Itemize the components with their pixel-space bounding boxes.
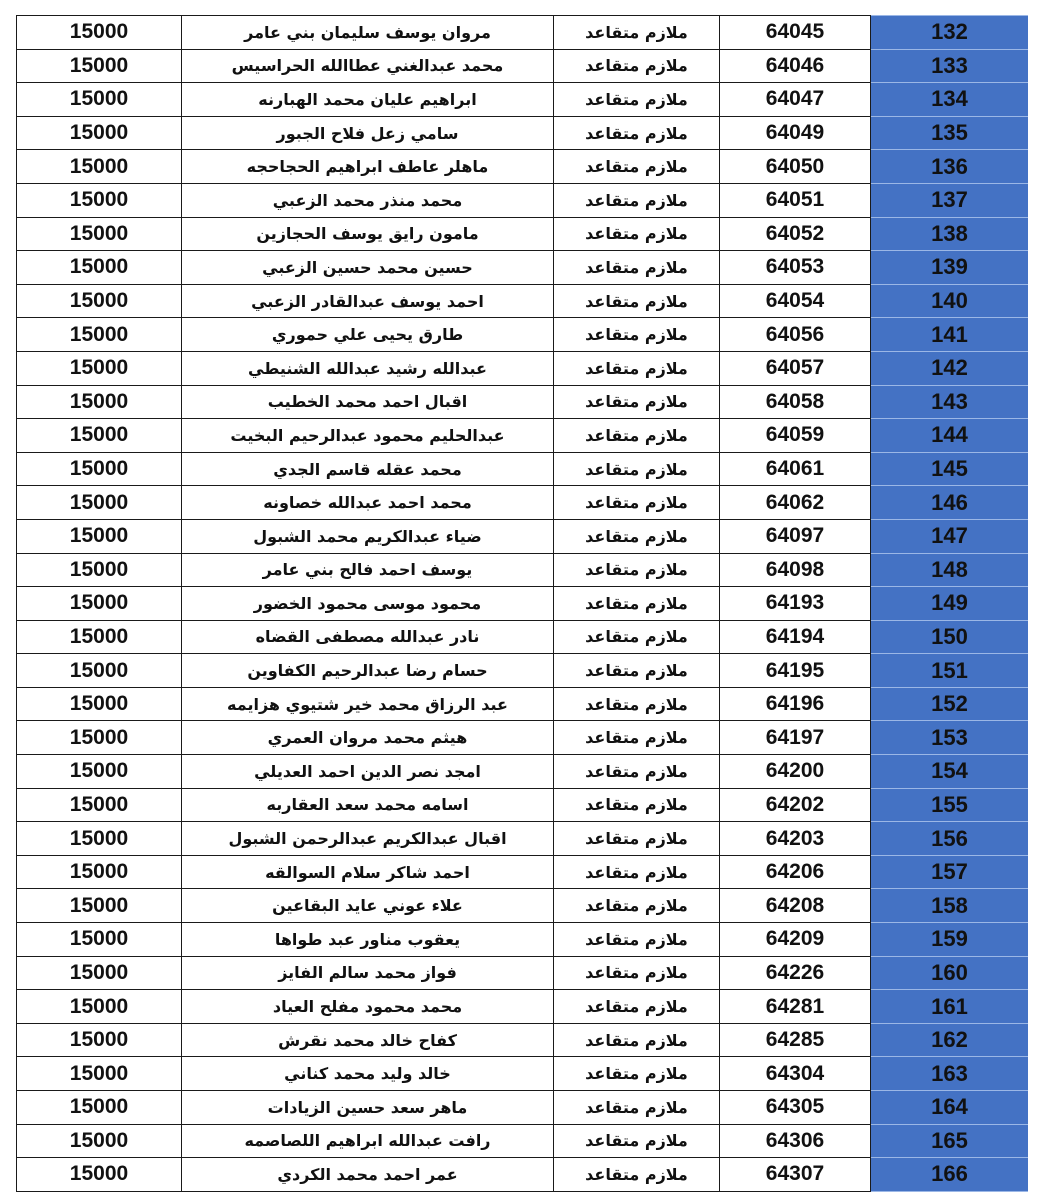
- sequence-number: 143: [931, 388, 968, 414]
- table-row: [17, 721, 1029, 755]
- sequence-number: 148: [931, 556, 968, 582]
- sequence-number: 142: [931, 355, 968, 381]
- amount-cell: 15000: [17, 620, 182, 654]
- table-row: [17, 519, 1029, 553]
- rank-cell: ملازم متقاعد: [554, 889, 720, 923]
- sequence-number: 150: [931, 623, 968, 649]
- military-number-cell: 64059: [720, 419, 871, 453]
- amount-cell: 15000: [17, 452, 182, 486]
- military-number-cell: 64194: [720, 620, 871, 654]
- name-cell: فواز محمد سالم الفايز: [182, 956, 554, 990]
- table-row: [17, 486, 1029, 520]
- sequence-cell: [871, 150, 1029, 184]
- rank-cell: ملازم متقاعد: [554, 755, 720, 789]
- table-row: [17, 284, 1029, 318]
- sequence-number: 137: [931, 187, 968, 213]
- name-cell: عمر احمد محمد الكردي: [182, 1158, 554, 1192]
- amount-cell: 15000: [17, 889, 182, 923]
- rank-cell: ملازم متقاعد: [554, 419, 720, 453]
- rank-cell: ملازم متقاعد: [554, 217, 720, 251]
- rank-cell: ملازم متقاعد: [554, 486, 720, 520]
- sequence-cell: [871, 1023, 1029, 1057]
- amount-cell: 15000: [17, 419, 182, 453]
- sequence-cell: [871, 251, 1029, 285]
- sequence-cell: [871, 654, 1029, 688]
- name-cell: عبد الرزاق محمد خير شتيوي هزايمه: [182, 687, 554, 721]
- table-row: [17, 620, 1029, 654]
- military-number-cell: 64200: [720, 755, 871, 789]
- sequence-number: 161: [931, 993, 968, 1019]
- amount-cell: 15000: [17, 822, 182, 856]
- amount-cell: 15000: [17, 486, 182, 520]
- military-number-cell: 64306: [720, 1124, 871, 1158]
- name-cell: مروان يوسف سليمان بني عامر: [182, 16, 554, 50]
- rank-cell: ملازم متقاعد: [554, 385, 720, 419]
- sequence-number: 138: [931, 220, 968, 246]
- military-number-cell: 64050: [720, 150, 871, 184]
- sequence-cell: [871, 318, 1029, 352]
- sequence-number: 134: [931, 86, 968, 112]
- rank-cell: ملازم متقاعد: [554, 318, 720, 352]
- military-number-cell: 64209: [720, 923, 871, 957]
- amount-cell: 15000: [17, 183, 182, 217]
- table-row: [17, 755, 1029, 789]
- sequence-cell: [871, 519, 1029, 553]
- military-number-cell: 64206: [720, 855, 871, 889]
- name-cell: محمد محمود مفلح العياد: [182, 990, 554, 1024]
- rank-cell: ملازم متقاعد: [554, 116, 720, 150]
- name-cell: اسامه محمد سعد العقاربه: [182, 788, 554, 822]
- table-row: [17, 687, 1029, 721]
- name-cell: مامون رايق يوسف الحجازين: [182, 217, 554, 251]
- rank-cell: ملازم متقاعد: [554, 150, 720, 184]
- amount-cell: 15000: [17, 1124, 182, 1158]
- amount-cell: 15000: [17, 587, 182, 621]
- name-cell: ابراهيم عليان محمد الهبارنه: [182, 83, 554, 117]
- sequence-cell: [871, 889, 1029, 923]
- amount-cell: 15000: [17, 251, 182, 285]
- rank-cell: ملازم متقاعد: [554, 990, 720, 1024]
- sequence-number: 147: [931, 523, 968, 549]
- sequence-cell: [871, 687, 1029, 721]
- sequence-cell: [871, 956, 1029, 990]
- name-cell: احمد يوسف عبدالقادر الزعبي: [182, 284, 554, 318]
- sequence-cell: [871, 217, 1029, 251]
- name-cell: هيثم محمد مروان العمري: [182, 721, 554, 755]
- table-row: [17, 956, 1029, 990]
- name-cell: خالد وليد محمد كناني: [182, 1057, 554, 1091]
- rank-cell: ملازم متقاعد: [554, 788, 720, 822]
- rank-cell: ملازم متقاعد: [554, 83, 720, 117]
- sequence-number: 139: [931, 254, 968, 280]
- table-row: [17, 150, 1029, 184]
- name-cell: حسام رضا عبدالرحيم الكفاوين: [182, 654, 554, 688]
- military-number-cell: 64281: [720, 990, 871, 1024]
- sequence-cell: [871, 486, 1029, 520]
- amount-cell: 15000: [17, 351, 182, 385]
- name-cell: حسين محمد حسين الزعبي: [182, 251, 554, 285]
- table-row: [17, 1057, 1029, 1091]
- sequence-cell: [871, 923, 1029, 957]
- rank-cell: ملازم متقاعد: [554, 1023, 720, 1057]
- rank-cell: ملازم متقاعد: [554, 553, 720, 587]
- amount-cell: 15000: [17, 755, 182, 789]
- amount-cell: 15000: [17, 956, 182, 990]
- name-cell: احمد شاكر سلام السوالقه: [182, 855, 554, 889]
- table-row: [17, 318, 1029, 352]
- rank-cell: ملازم متقاعد: [554, 822, 720, 856]
- amount-cell: 15000: [17, 553, 182, 587]
- table-row: [17, 587, 1029, 621]
- table-row: [17, 183, 1029, 217]
- sequence-number: 159: [931, 926, 968, 952]
- amount-cell: 15000: [17, 788, 182, 822]
- name-cell: سامي زعل فلاح الجبور: [182, 116, 554, 150]
- amount-cell: 15000: [17, 49, 182, 83]
- name-cell: نادر عبدالله مصطفى القضاه: [182, 620, 554, 654]
- sequence-number: 158: [931, 892, 968, 918]
- table-row: [17, 452, 1029, 486]
- table-row: [17, 822, 1029, 856]
- sequence-number: 152: [931, 691, 968, 717]
- name-cell: محمد احمد عبدالله خصاونه: [182, 486, 554, 520]
- sequence-cell: [871, 620, 1029, 654]
- military-number-cell: 64203: [720, 822, 871, 856]
- military-number-cell: 64057: [720, 351, 871, 385]
- name-cell: طارق يحيى علي حموري: [182, 318, 554, 352]
- table-row: [17, 251, 1029, 285]
- rank-cell: ملازم متقاعد: [554, 956, 720, 990]
- name-cell: اقبال عبدالكريم عبدالرحمن الشبول: [182, 822, 554, 856]
- table-row: [17, 1124, 1029, 1158]
- sequence-cell: [871, 1158, 1029, 1192]
- rank-cell: ملازم متقاعد: [554, 1091, 720, 1125]
- name-cell: عبدالحليم محمود عبدالرحيم البخيت: [182, 419, 554, 453]
- amount-cell: 15000: [17, 16, 182, 50]
- military-number-cell: 64285: [720, 1023, 871, 1057]
- name-cell: امجد نصر الدين احمد العديلي: [182, 755, 554, 789]
- name-cell: رافت عبدالله ابراهيم اللصاصمه: [182, 1124, 554, 1158]
- rank-cell: ملازم متقاعد: [554, 284, 720, 318]
- table-row: [17, 553, 1029, 587]
- sequence-number: 144: [931, 422, 968, 448]
- sequence-cell: [871, 721, 1029, 755]
- rank-cell: ملازم متقاعد: [554, 183, 720, 217]
- name-cell: محمد عبدالغني عطاالله الحراسيس: [182, 49, 554, 83]
- military-number-cell: 64193: [720, 587, 871, 621]
- sequence-number: 153: [931, 724, 968, 750]
- amount-cell: 15000: [17, 923, 182, 957]
- table-row: [17, 1091, 1029, 1125]
- rank-cell: ملازم متقاعد: [554, 923, 720, 957]
- sequence-number: 136: [931, 153, 968, 179]
- sequence-cell: [871, 1057, 1029, 1091]
- sequence-number: 163: [931, 1060, 968, 1086]
- table-row: [17, 419, 1029, 453]
- military-number-cell: 64226: [720, 956, 871, 990]
- rank-cell: ملازم متقاعد: [554, 351, 720, 385]
- sequence-cell: [871, 822, 1029, 856]
- sequence-number: 146: [931, 489, 968, 515]
- amount-cell: 15000: [17, 1023, 182, 1057]
- amount-cell: 15000: [17, 721, 182, 755]
- military-number-cell: 64098: [720, 553, 871, 587]
- sequence-cell: [871, 755, 1029, 789]
- sequence-cell: [871, 49, 1029, 83]
- amount-cell: 15000: [17, 150, 182, 184]
- military-number-cell: 64058: [720, 385, 871, 419]
- rank-cell: ملازم متقاعد: [554, 855, 720, 889]
- military-number-cell: 64208: [720, 889, 871, 923]
- sequence-cell: [871, 855, 1029, 889]
- name-cell: محمد عقله قاسم الجدي: [182, 452, 554, 486]
- name-cell: ماهر سعد حسين الزيادات: [182, 1091, 554, 1125]
- sequence-cell: [871, 83, 1029, 117]
- name-cell: اقبال احمد محمد الخطيب: [182, 385, 554, 419]
- military-number-cell: 64202: [720, 788, 871, 822]
- sequence-number: 156: [931, 825, 968, 851]
- sequence-number: 154: [931, 758, 968, 784]
- military-number-cell: 64047: [720, 83, 871, 117]
- name-cell: محمود موسى محمود الخضور: [182, 587, 554, 621]
- table-row: [17, 49, 1029, 83]
- sequence-cell: [871, 553, 1029, 587]
- table-row: [17, 889, 1029, 923]
- military-number-cell: 64196: [720, 687, 871, 721]
- name-cell: يعقوب مناور عبد طواها: [182, 923, 554, 957]
- sequence-number: 135: [931, 120, 968, 146]
- military-number-cell: 64307: [720, 1158, 871, 1192]
- table-row: [17, 217, 1029, 251]
- name-cell: عبدالله رشيد عبدالله الشنيطي: [182, 351, 554, 385]
- sequence-cell: [871, 16, 1029, 50]
- table-row: [17, 654, 1029, 688]
- name-cell: ضياء عبدالكريم محمد الشبول: [182, 519, 554, 553]
- military-number-cell: 64097: [720, 519, 871, 553]
- sequence-cell: [871, 1124, 1029, 1158]
- rank-cell: ملازم متقاعد: [554, 519, 720, 553]
- military-number-cell: 64054: [720, 284, 871, 318]
- table-row: [17, 788, 1029, 822]
- rank-cell: ملازم متقاعد: [554, 49, 720, 83]
- amount-cell: 15000: [17, 687, 182, 721]
- sequence-cell: [871, 284, 1029, 318]
- table-row: [17, 1023, 1029, 1057]
- table-row: [17, 116, 1029, 150]
- sequence-number: 164: [931, 1094, 968, 1120]
- table-row: [17, 385, 1029, 419]
- name-cell: ماهلر عاطف ابراهيم الحجاحجه: [182, 150, 554, 184]
- sequence-cell: [871, 116, 1029, 150]
- sequence-number: 145: [931, 456, 968, 482]
- amount-cell: 15000: [17, 990, 182, 1024]
- roster-sheet: [16, 15, 1023, 1192]
- sequence-cell: [871, 788, 1029, 822]
- amount-cell: 15000: [17, 385, 182, 419]
- amount-cell: 15000: [17, 1091, 182, 1125]
- rank-cell: ملازم متقاعد: [554, 16, 720, 50]
- name-cell: علاء عوني عايد البقاعين: [182, 889, 554, 923]
- amount-cell: 15000: [17, 1057, 182, 1091]
- sequence-cell: [871, 419, 1029, 453]
- rank-cell: ملازم متقاعد: [554, 620, 720, 654]
- military-number-cell: 64304: [720, 1057, 871, 1091]
- rank-cell: ملازم متقاعد: [554, 1057, 720, 1091]
- rank-cell: ملازم متقاعد: [554, 587, 720, 621]
- sequence-cell: [871, 1091, 1029, 1125]
- table-row: [17, 351, 1029, 385]
- amount-cell: 15000: [17, 318, 182, 352]
- sequence-number: 155: [931, 791, 968, 817]
- sequence-cell: [871, 351, 1029, 385]
- sequence-number: 133: [931, 52, 968, 78]
- amount-cell: 15000: [17, 654, 182, 688]
- name-cell: يوسف احمد فالح بني عامر: [182, 553, 554, 587]
- military-number-cell: 64049: [720, 116, 871, 150]
- sequence-cell: [871, 990, 1029, 1024]
- sequence-number: 166: [931, 1161, 968, 1187]
- rank-cell: ملازم متقاعد: [554, 654, 720, 688]
- amount-cell: 15000: [17, 1158, 182, 1192]
- rank-cell: ملازم متقاعد: [554, 687, 720, 721]
- amount-cell: 15000: [17, 519, 182, 553]
- rank-cell: ملازم متقاعد: [554, 251, 720, 285]
- table-row: [17, 1158, 1029, 1192]
- military-number-cell: 64305: [720, 1091, 871, 1125]
- sequence-number: 160: [931, 959, 968, 985]
- sequence-number: 165: [931, 1127, 968, 1153]
- amount-cell: 15000: [17, 116, 182, 150]
- sequence-number: 141: [931, 321, 968, 347]
- sequence-cell: [871, 183, 1029, 217]
- sequence-number: 162: [931, 1027, 968, 1053]
- rank-cell: ملازم متقاعد: [554, 1158, 720, 1192]
- military-number-cell: 64195: [720, 654, 871, 688]
- sequence-number: 132: [931, 19, 968, 45]
- sequence-number: 140: [931, 288, 968, 314]
- military-number-cell: 64061: [720, 452, 871, 486]
- military-number-cell: 64051: [720, 183, 871, 217]
- military-number-cell: 64046: [720, 49, 871, 83]
- table-row: [17, 16, 1029, 50]
- roster-table-body: [17, 16, 1029, 1192]
- rank-cell: ملازم متقاعد: [554, 1124, 720, 1158]
- sequence-cell: [871, 452, 1029, 486]
- table-row: [17, 855, 1029, 889]
- military-number-cell: 64052: [720, 217, 871, 251]
- amount-cell: 15000: [17, 83, 182, 117]
- military-number-cell: 64056: [720, 318, 871, 352]
- table-row: [17, 83, 1029, 117]
- rank-cell: ملازم متقاعد: [554, 452, 720, 486]
- sequence-number: 157: [931, 859, 968, 885]
- amount-cell: 15000: [17, 284, 182, 318]
- sequence-number: 151: [931, 657, 968, 683]
- sequence-cell: [871, 587, 1029, 621]
- military-number-cell: 64053: [720, 251, 871, 285]
- amount-cell: 15000: [17, 855, 182, 889]
- table-row: [17, 923, 1029, 957]
- name-cell: كفاح خالد محمد نقرش: [182, 1023, 554, 1057]
- name-cell: محمد منذر محمد الزعبي: [182, 183, 554, 217]
- sequence-cell: [871, 385, 1029, 419]
- military-number-cell: 64062: [720, 486, 871, 520]
- amount-cell: 15000: [17, 217, 182, 251]
- military-number-cell: 64045: [720, 16, 871, 50]
- sequence-number: 149: [931, 590, 968, 616]
- rank-cell: ملازم متقاعد: [554, 721, 720, 755]
- roster-table: [16, 15, 1028, 1192]
- military-number-cell: 64197: [720, 721, 871, 755]
- table-row: [17, 990, 1029, 1024]
